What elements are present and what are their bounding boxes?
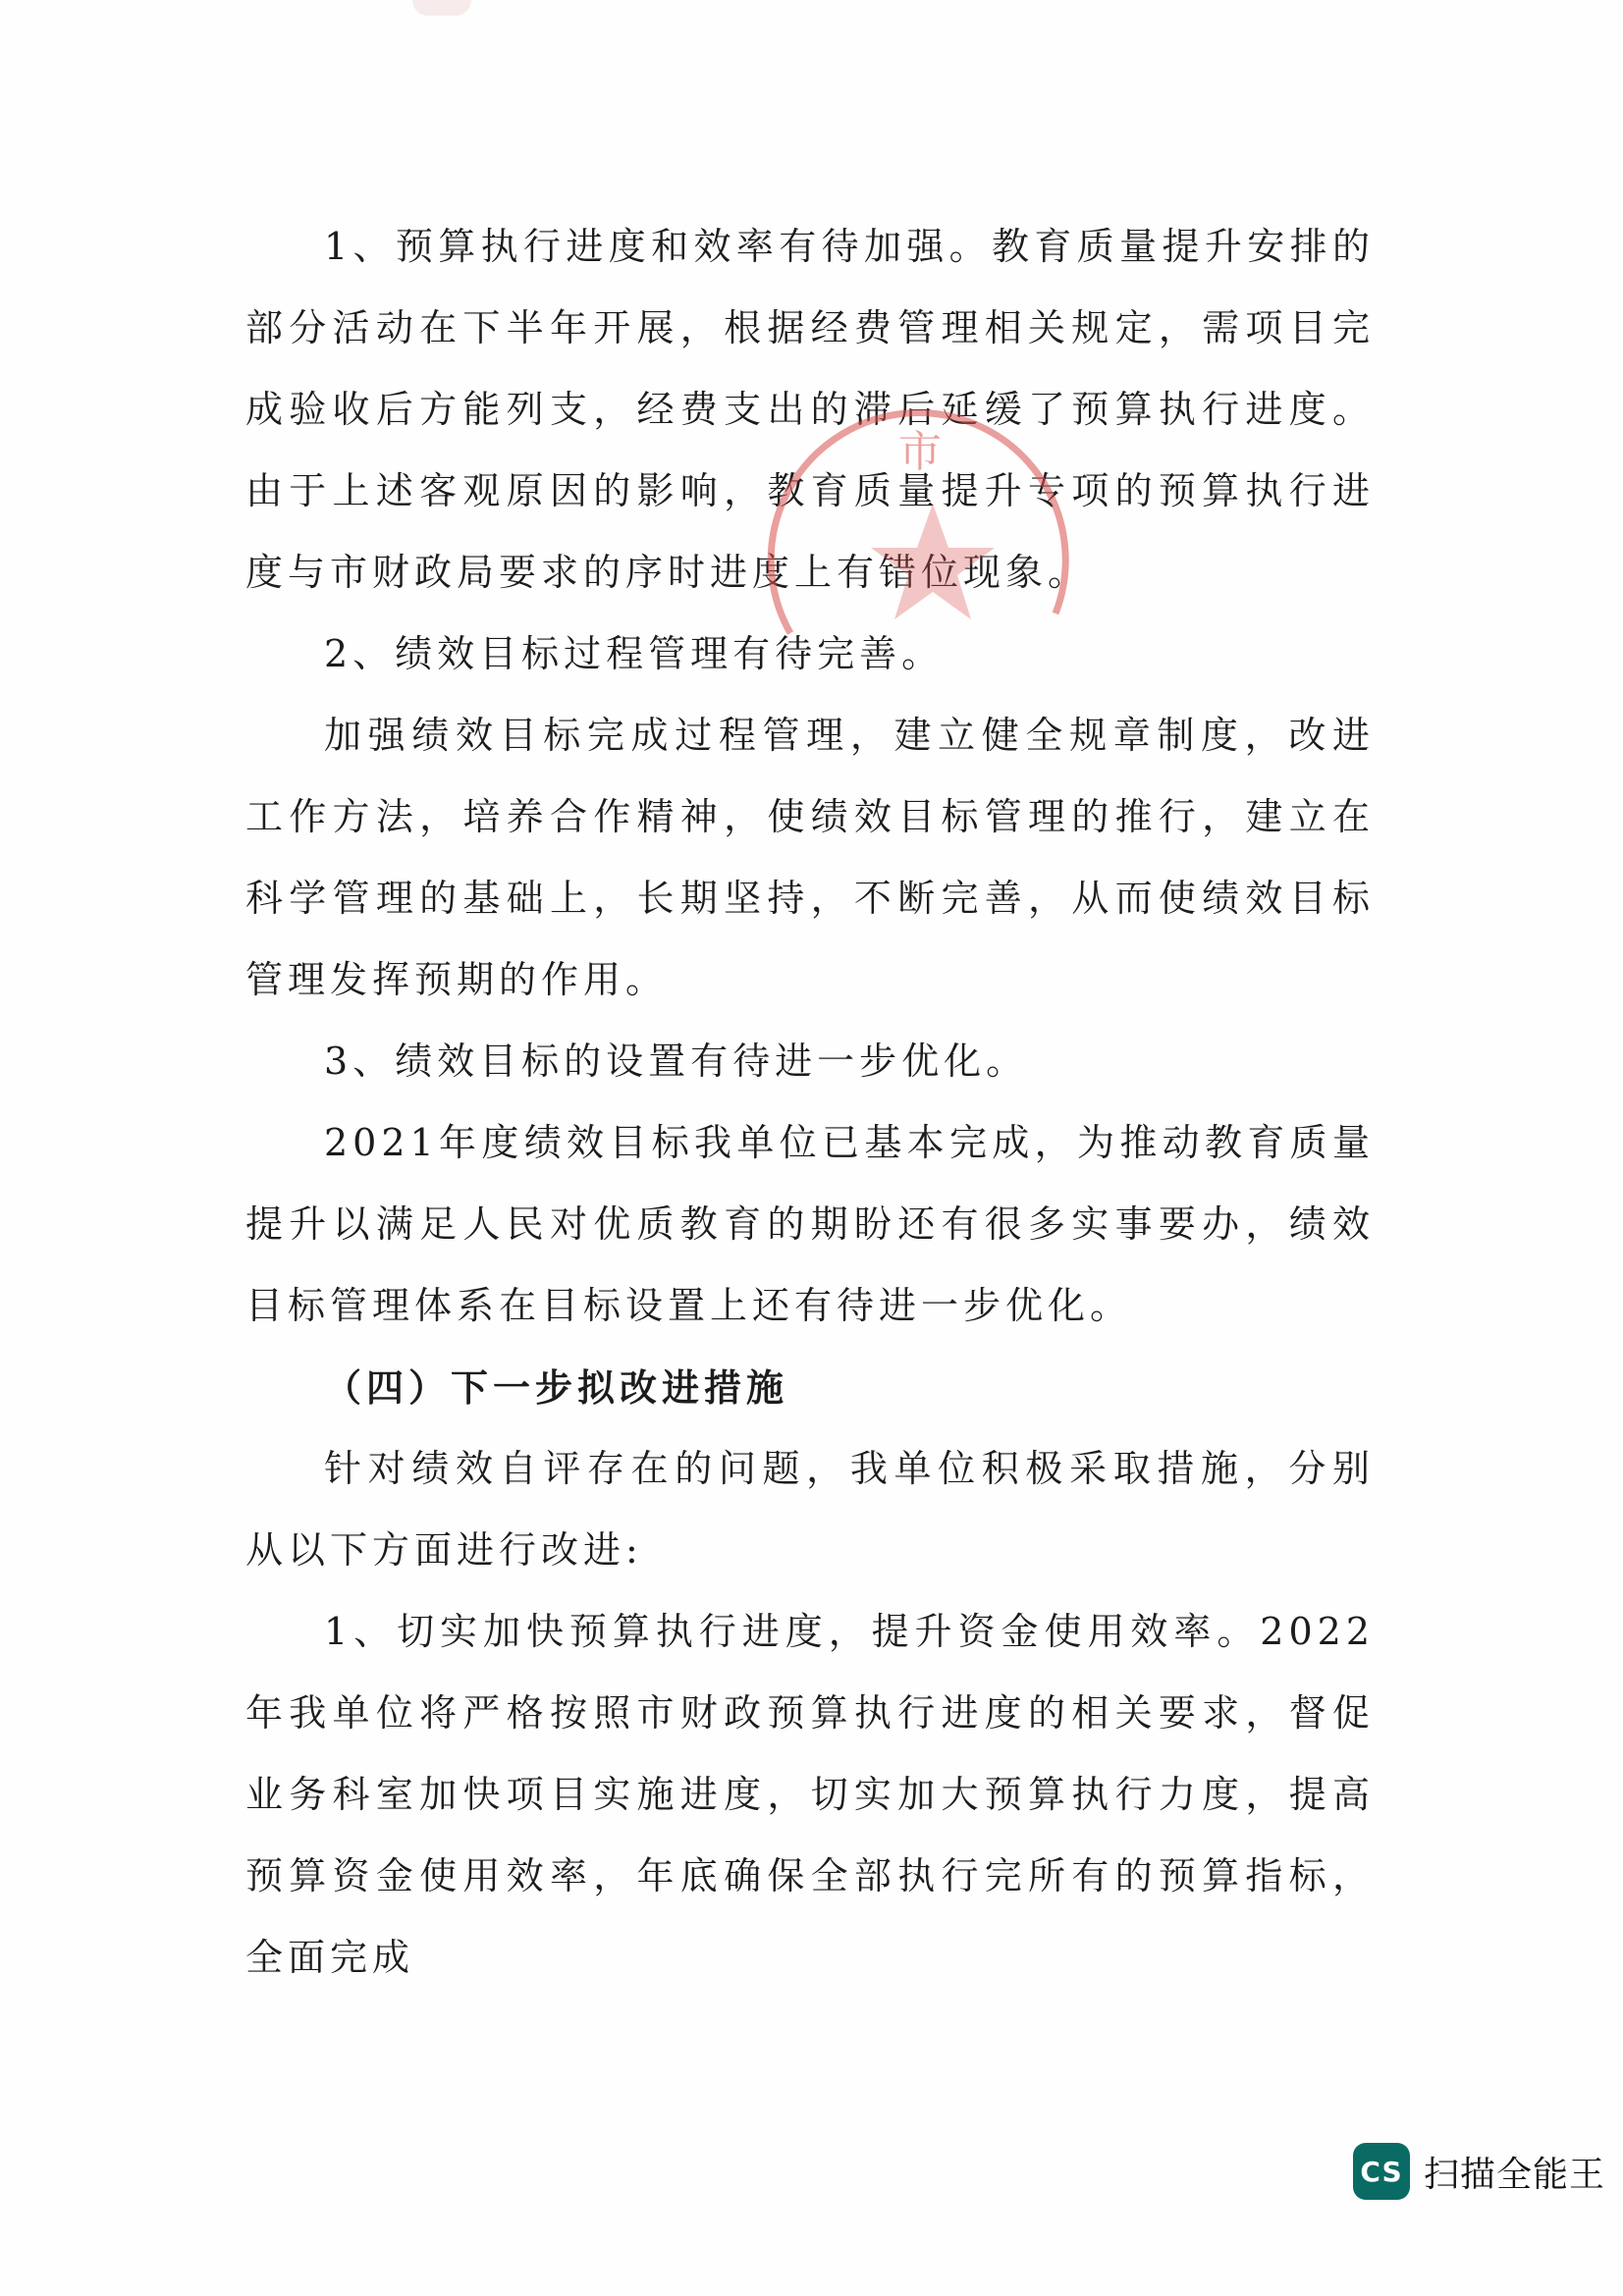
camscanner-logo-icon: CS xyxy=(1353,2143,1410,2200)
paragraph-budget-execution: 1、预算执行进度和效率有待加强。教育质量提升安排的部分活动在下半年开展，根据经费管理相关规定，需项目完成验收后方能列支，经费支出的滞后延缓了预算执行进度。由于上述客观原因的影响，教育质量提升专项的预算执行进度与市财政局要求的序时进度上有错位现象。 xyxy=(245,225,1375,594)
scanner-watermark xyxy=(1353,2140,1605,2203)
paragraph-target-setting: 2021年度绩效目标我单位已基本完成，为推动教育质量提升以满足人民对优质教育的期盼还有很多实事要办，绩效目标管理体系在目标设置上还有待进一步优化。 xyxy=(245,1121,1375,1327)
paragraph-improvement-1: 1、切实加快预算执行进度，提升资金使用效率。2022年我单位将严格按照市财政预算执行进度的相关要求，督促业务科室加快项目实施进度，切实加大预算执行力度，提高预算资金使用效率，年底确保全部执行完所有的预算指标，全面完成 xyxy=(245,1610,1375,1979)
paragraph-improvement-intro: 针对绩效自评存在的问题，我单位积极采取措施，分别从以下方面进行改进: xyxy=(245,1447,1375,1572)
stain-mark xyxy=(412,0,471,16)
seal-glyph: 市 xyxy=(898,427,942,477)
section-heading-improvements: （四）下一步拟改进措施 xyxy=(324,1365,789,1410)
watermark-label: 扫描全能王 xyxy=(1424,2154,1606,2195)
document-body xyxy=(245,206,1375,1999)
paragraph-process-management: 加强绩效目标完成过程管理，建立健全规章制度，改进工作方法，培养合作精神，使绩效目标管理的推行，建立在科学管理的基础上，长期坚持，不断完善，从而使绩效目标管理发挥预期的作用。 xyxy=(245,714,1375,1001)
paragraph-process-management-title: 2、绩效目标过程管理有待完善。 xyxy=(324,632,945,675)
paragraph-target-setting-title: 3、绩效目标的设置有待进一步优化。 xyxy=(324,1040,1029,1083)
